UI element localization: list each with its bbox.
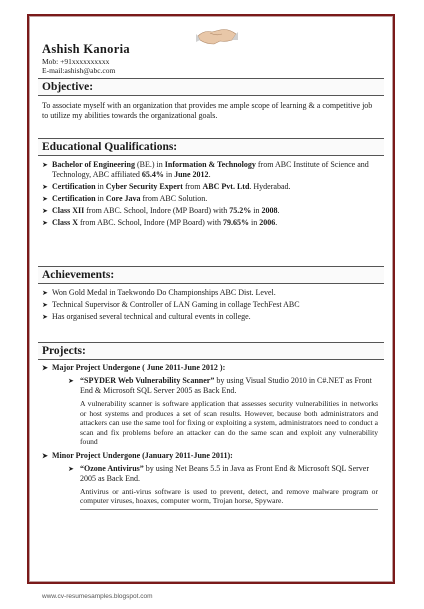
education-item: ➤ Class XII from ABC. School, Indore (MP Board) with 75.2% in 2008. (42, 206, 280, 215)
achievement-item: ➤ Technical Supervisor & Controller of LAN Gaming in collage TechFest ABC (42, 300, 300, 309)
section-title: Educational Qualifications: (38, 138, 384, 156)
arrow-bullet-icon: ➤ (42, 183, 48, 191)
resume-header (42, 42, 130, 75)
arrow-bullet-icon: ➤ (42, 289, 48, 297)
objective-text: To associate myself with an organization that provides me ample scope of learning & a competitive job to utilize my abilities towards the organizational goals. (42, 101, 373, 120)
arrow-bullet-icon: ➤ (42, 219, 48, 227)
achievement-item: ➤ Has organised several technical and cultural events in college. (42, 312, 251, 321)
arrow-bullet-icon: ➤ (42, 301, 48, 309)
arrow-bullet-icon: ➤ (42, 195, 48, 203)
major-project-heading: ➤ Major Project Undergone ( June 2011-June 2012 ): (42, 363, 226, 372)
education-section (38, 138, 384, 230)
candidate-name: Ashish Kanoria (42, 42, 130, 56)
achievement-item: ➤ Won Gold Medal in Taekwondo Do Championships ABC Dist. Level. (42, 288, 276, 297)
email-address: E-mail:ashish@abc.com (42, 66, 116, 75)
minor-project-heading: ➤ Minor Project Undergone (January 2011-June 2011): (42, 450, 233, 460)
education-list (38, 160, 384, 228)
handshake-logo-icon (196, 22, 238, 48)
arrow-bullet-icon: ➤ (42, 451, 48, 460)
arrow-bullet-icon: ➤ (42, 313, 48, 321)
mobile-number: Mob: +91xxxxxxxxxx (42, 57, 110, 66)
minor-project-description: Antivirus or anti-virus software is used to prevent, detect, and remove malware program or computer viruses, hoaxes, computer worm, Trojan horse, Spyware. (80, 486, 378, 505)
achievements-section (38, 266, 384, 324)
education-item: ➤ Bachelor of Engineering (BE.) in Information & Technology from ABC Institute of Science and Technology, ABC affiliated 65.4% in June 2012. (42, 160, 369, 179)
section-title: Objective: (38, 78, 384, 96)
divider (80, 509, 378, 510)
education-item: ➤ Certification in Core Java from ABC Solution. (42, 194, 208, 203)
major-project-description: A vulnerability scanner is software application that assesses security vulnerabilities in networks or host systems and produces a set of scan results. However, because both administrators and attackers can use the same tool for fixing or exploiting a system, administrators need to conduct a scan and fix problems before an attacker can do the same scan and exploit any vulnerability found (80, 399, 378, 446)
arrow-bullet-icon: ➤ (42, 207, 48, 215)
arrow-bullet-icon: ➤ (42, 364, 48, 372)
arrow-bullet-icon: ➤ (42, 161, 48, 169)
projects-section (38, 342, 384, 510)
arrow-bullet-icon: ➤ (68, 464, 74, 473)
education-item: ➤ Certification in Cyber Security Expert from ABC Pvt. Ltd. Hyderabad. (42, 182, 291, 191)
major-project-title: ➤ “SPYDER Web Vulnerability Scanner” by using Visual Studio 2010 in C#.NET as Front End & Microsoft SQL Server 2005 as Back End. (68, 376, 372, 395)
objective-section (38, 78, 384, 121)
arrow-bullet-icon: ➤ (68, 377, 74, 385)
section-title: Achievements: (38, 266, 384, 284)
section-title: Projects: (38, 342, 384, 360)
minor-project-title: ➤ “Ozone Antivirus” by using Net Beans 5.5 in Java as Front End & Microsoft SQL Server 2005 as Back End. (68, 463, 370, 483)
footer-url[interactable]: www.cv-resumesamples.blogspot.com (42, 593, 153, 600)
achievements-list (38, 288, 384, 322)
education-item: ➤ Class X from ABC. School, Indore (MP Board) with 79.65% in 2006. (42, 218, 278, 227)
